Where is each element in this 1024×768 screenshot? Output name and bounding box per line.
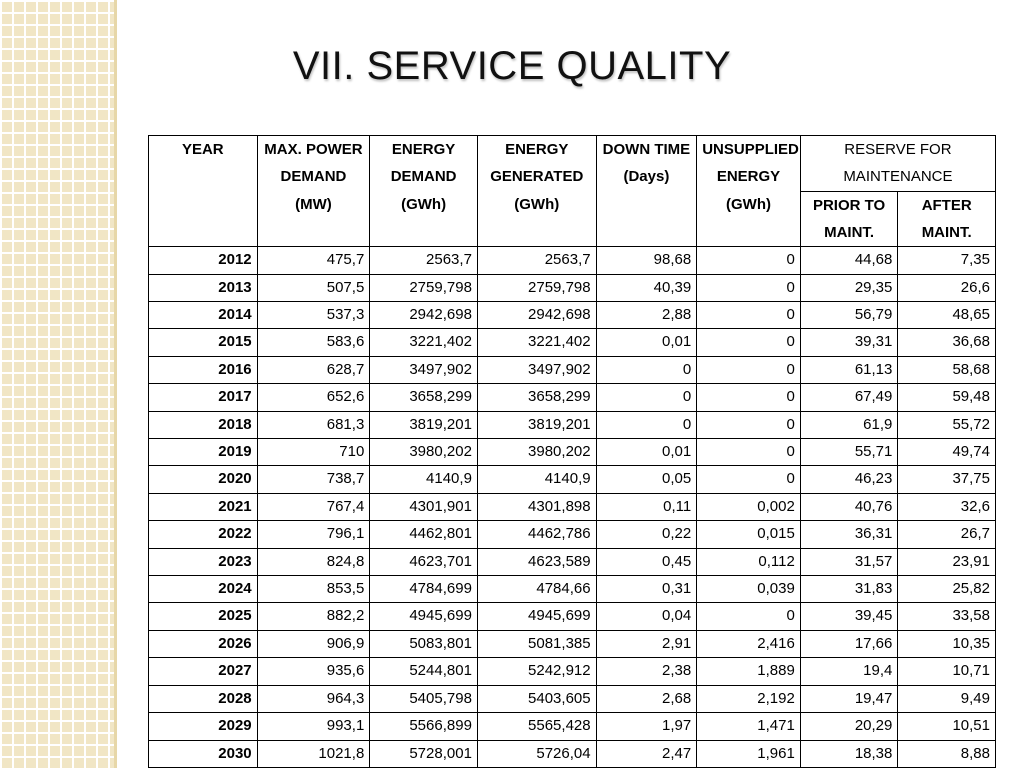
cell-energy-demand: 4784,699: [370, 576, 478, 603]
cell-energy-generated: 3221,402: [477, 329, 596, 356]
header-prior-to-maint: PRIOR TO MAINT.: [800, 191, 898, 247]
cell-energy-generated: 3497,902: [477, 356, 596, 383]
cell-down-time: 0,11: [596, 493, 697, 520]
cell-year: 2014: [149, 302, 258, 329]
cell-reserve-after: 36,68: [898, 329, 996, 356]
cell-year: 2023: [149, 548, 258, 575]
cell-energy-demand: 5244,801: [370, 658, 478, 685]
cell-energy-generated: 3819,201: [477, 411, 596, 438]
cell-unsupplied-energy: 0: [697, 384, 801, 411]
cell-year: 2026: [149, 630, 258, 657]
cell-reserve-prior: 67,49: [800, 384, 898, 411]
cell-reserve-after: 33,58: [898, 603, 996, 630]
cell-unsupplied-energy: 0: [697, 247, 801, 274]
cell-year: 2015: [149, 329, 258, 356]
cell-max-power-demand: 681,3: [257, 411, 370, 438]
cell-reserve-after: 10,51: [898, 713, 996, 740]
cell-reserve-prior: 39,31: [800, 329, 898, 356]
cell-energy-generated: 5565,428: [477, 713, 596, 740]
cell-max-power-demand: 1021,8: [257, 740, 370, 767]
cell-energy-demand: 4301,901: [370, 493, 478, 520]
cell-down-time: 0,05: [596, 466, 697, 493]
cell-reserve-prior: 61,13: [800, 356, 898, 383]
header-max-power-demand: MAX. POWER DEMAND (MW): [257, 136, 370, 247]
cell-reserve-after: 10,71: [898, 658, 996, 685]
cell-energy-generated: 3658,299: [477, 384, 596, 411]
cell-reserve-prior: 18,38: [800, 740, 898, 767]
cell-energy-demand: 4462,801: [370, 521, 478, 548]
cell-reserve-after: 37,75: [898, 466, 996, 493]
cell-max-power-demand: 475,7: [257, 247, 370, 274]
cell-max-power-demand: 767,4: [257, 493, 370, 520]
cell-reserve-prior: 31,57: [800, 548, 898, 575]
cell-reserve-after: 8,88: [898, 740, 996, 767]
page-title: VII. SERVICE QUALITY: [292, 44, 732, 88]
header-energy-demand: ENERGY DEMAND (GWh): [370, 136, 478, 247]
cell-unsupplied-energy: 0: [697, 329, 801, 356]
cell-energy-generated: 3980,202: [477, 439, 596, 466]
cell-energy-generated: 5242,912: [477, 658, 596, 685]
cell-max-power-demand: 796,1: [257, 521, 370, 548]
cell-year: 2029: [149, 713, 258, 740]
cell-reserve-prior: 55,71: [800, 439, 898, 466]
cell-energy-demand: 5083,801: [370, 630, 478, 657]
table-row: [149, 411, 996, 438]
cell-energy-demand: 3221,402: [370, 329, 478, 356]
cell-energy-demand: 4140,9: [370, 466, 478, 493]
cell-reserve-after: 23,91: [898, 548, 996, 575]
cell-reserve-prior: 20,29: [800, 713, 898, 740]
cell-year: 2013: [149, 274, 258, 301]
cell-energy-generated: 4301,898: [477, 493, 596, 520]
cell-energy-generated: 5403,605: [477, 685, 596, 712]
cell-unsupplied-energy: 0,015: [697, 521, 801, 548]
cell-reserve-prior: 36,31: [800, 521, 898, 548]
header-year: YEAR: [149, 136, 258, 247]
cell-energy-demand: 5405,798: [370, 685, 478, 712]
cell-max-power-demand: 882,2: [257, 603, 370, 630]
cell-energy-generated: 4140,9: [477, 466, 596, 493]
cell-unsupplied-energy: 0,112: [697, 548, 801, 575]
cell-unsupplied-energy: 1,471: [697, 713, 801, 740]
cell-year: 2022: [149, 521, 258, 548]
cell-energy-demand: 3658,299: [370, 384, 478, 411]
cell-energy-demand: 2759,798: [370, 274, 478, 301]
cell-energy-generated: 2563,7: [477, 247, 596, 274]
cell-year: 2028: [149, 685, 258, 712]
header-energy-generated: ENERGY GENERATED (GWh): [477, 136, 596, 247]
cell-energy-demand: 3497,902: [370, 356, 478, 383]
cell-unsupplied-energy: 1,961: [697, 740, 801, 767]
table-row: [149, 740, 996, 767]
cell-energy-demand: 3980,202: [370, 439, 478, 466]
header-after-maint: AFTER MAINT.: [898, 191, 996, 247]
cell-energy-generated: 2942,698: [477, 302, 596, 329]
table-row: [149, 521, 996, 548]
cell-max-power-demand: 507,5: [257, 274, 370, 301]
cell-energy-demand: 5728,001: [370, 740, 478, 767]
cell-reserve-after: 48,65: [898, 302, 996, 329]
cell-down-time: 0,04: [596, 603, 697, 630]
cell-energy-generated: 4784,66: [477, 576, 596, 603]
table-row: [149, 329, 996, 356]
cell-max-power-demand: 710: [257, 439, 370, 466]
cell-year: 2024: [149, 576, 258, 603]
table-row: [149, 576, 996, 603]
cell-reserve-after: 49,74: [898, 439, 996, 466]
table-row: [149, 466, 996, 493]
cell-down-time: 40,39: [596, 274, 697, 301]
cell-down-time: 0: [596, 384, 697, 411]
cell-reserve-after: 58,68: [898, 356, 996, 383]
cell-reserve-prior: 39,45: [800, 603, 898, 630]
cell-reserve-after: 26,7: [898, 521, 996, 548]
header-down-time: DOWN TIME (Days): [596, 136, 697, 247]
cell-max-power-demand: 824,8: [257, 548, 370, 575]
service-quality-table: [148, 135, 996, 768]
cell-down-time: 0,31: [596, 576, 697, 603]
cell-max-power-demand: 738,7: [257, 466, 370, 493]
cell-max-power-demand: 906,9: [257, 630, 370, 657]
cell-down-time: 0: [596, 411, 697, 438]
header-reserve-for-maintenance: RESERVE FOR MAINTENANCE: [800, 136, 995, 192]
table-row: [149, 439, 996, 466]
table-row: [149, 384, 996, 411]
cell-year: 2016: [149, 356, 258, 383]
table-row: [149, 302, 996, 329]
cell-energy-generated: 4623,589: [477, 548, 596, 575]
cell-unsupplied-energy: 0: [697, 274, 801, 301]
cell-reserve-after: 59,48: [898, 384, 996, 411]
header-unsupplied-energy: UNSUPPLIED ENERGY (GWh): [697, 136, 801, 247]
cell-unsupplied-energy: 0: [697, 603, 801, 630]
cell-reserve-prior: 31,83: [800, 576, 898, 603]
cell-reserve-after: 25,82: [898, 576, 996, 603]
cell-energy-demand: 3819,201: [370, 411, 478, 438]
cell-max-power-demand: 583,6: [257, 329, 370, 356]
cell-year: 2030: [149, 740, 258, 767]
cell-unsupplied-energy: 0: [697, 466, 801, 493]
cell-unsupplied-energy: 0: [697, 439, 801, 466]
cell-energy-generated: 2759,798: [477, 274, 596, 301]
cell-down-time: 0,45: [596, 548, 697, 575]
cell-unsupplied-energy: 2,192: [697, 685, 801, 712]
cell-down-time: 2,47: [596, 740, 697, 767]
cell-reserve-after: 32,6: [898, 493, 996, 520]
cell-year: 2027: [149, 658, 258, 685]
cell-energy-demand: 4623,701: [370, 548, 478, 575]
cell-down-time: 0: [596, 356, 697, 383]
cell-energy-generated: 4462,786: [477, 521, 596, 548]
cell-max-power-demand: 935,6: [257, 658, 370, 685]
cell-year: 2018: [149, 411, 258, 438]
cell-down-time: 0,01: [596, 439, 697, 466]
table-row: [149, 630, 996, 657]
cell-reserve-prior: 40,76: [800, 493, 898, 520]
cell-reserve-prior: 56,79: [800, 302, 898, 329]
cell-down-time: 2,91: [596, 630, 697, 657]
cell-max-power-demand: 652,6: [257, 384, 370, 411]
cell-down-time: 2,38: [596, 658, 697, 685]
cell-energy-demand: 2942,698: [370, 302, 478, 329]
cell-unsupplied-energy: 2,416: [697, 630, 801, 657]
cell-reserve-prior: 46,23: [800, 466, 898, 493]
cell-energy-demand: 5566,899: [370, 713, 478, 740]
decorative-side-pattern: [0, 0, 117, 768]
cell-reserve-after: 9,49: [898, 685, 996, 712]
table-row: [149, 356, 996, 383]
cell-year: 2025: [149, 603, 258, 630]
cell-reserve-prior: 61,9: [800, 411, 898, 438]
table-row: [149, 274, 996, 301]
cell-year: 2012: [149, 247, 258, 274]
cell-reserve-prior: 29,35: [800, 274, 898, 301]
table-row: [149, 493, 996, 520]
cell-down-time: 2,88: [596, 302, 697, 329]
cell-reserve-after: 10,35: [898, 630, 996, 657]
cell-down-time: 0,01: [596, 329, 697, 356]
cell-year: 2020: [149, 466, 258, 493]
cell-down-time: 1,97: [596, 713, 697, 740]
cell-unsupplied-energy: 0,002: [697, 493, 801, 520]
cell-reserve-prior: 19,47: [800, 685, 898, 712]
cell-reserve-after: 26,6: [898, 274, 996, 301]
table-body: [149, 247, 996, 768]
cell-year: 2021: [149, 493, 258, 520]
cell-unsupplied-energy: 0,039: [697, 576, 801, 603]
cell-max-power-demand: 853,5: [257, 576, 370, 603]
cell-energy-demand: 2563,7: [370, 247, 478, 274]
cell-reserve-after: 7,35: [898, 247, 996, 274]
cell-energy-generated: 4945,699: [477, 603, 596, 630]
table-row: [149, 713, 996, 740]
cell-energy-generated: 5081,385: [477, 630, 596, 657]
cell-reserve-prior: 44,68: [800, 247, 898, 274]
cell-max-power-demand: 628,7: [257, 356, 370, 383]
table-row: [149, 603, 996, 630]
cell-energy-demand: 4945,699: [370, 603, 478, 630]
cell-down-time: 98,68: [596, 247, 697, 274]
cell-max-power-demand: 993,1: [257, 713, 370, 740]
cell-down-time: 0,22: [596, 521, 697, 548]
cell-year: 2017: [149, 384, 258, 411]
cell-unsupplied-energy: 0: [697, 302, 801, 329]
table-row: [149, 548, 996, 575]
cell-unsupplied-energy: 0: [697, 356, 801, 383]
cell-unsupplied-energy: 1,889: [697, 658, 801, 685]
cell-unsupplied-energy: 0: [697, 411, 801, 438]
cell-reserve-after: 55,72: [898, 411, 996, 438]
cell-reserve-prior: 17,66: [800, 630, 898, 657]
cell-max-power-demand: 537,3: [257, 302, 370, 329]
table-row: [149, 247, 996, 274]
table-row: [149, 685, 996, 712]
cell-year: 2019: [149, 439, 258, 466]
cell-energy-generated: 5726,04: [477, 740, 596, 767]
cell-down-time: 2,68: [596, 685, 697, 712]
table-row: [149, 658, 996, 685]
cell-max-power-demand: 964,3: [257, 685, 370, 712]
cell-reserve-prior: 19,4: [800, 658, 898, 685]
